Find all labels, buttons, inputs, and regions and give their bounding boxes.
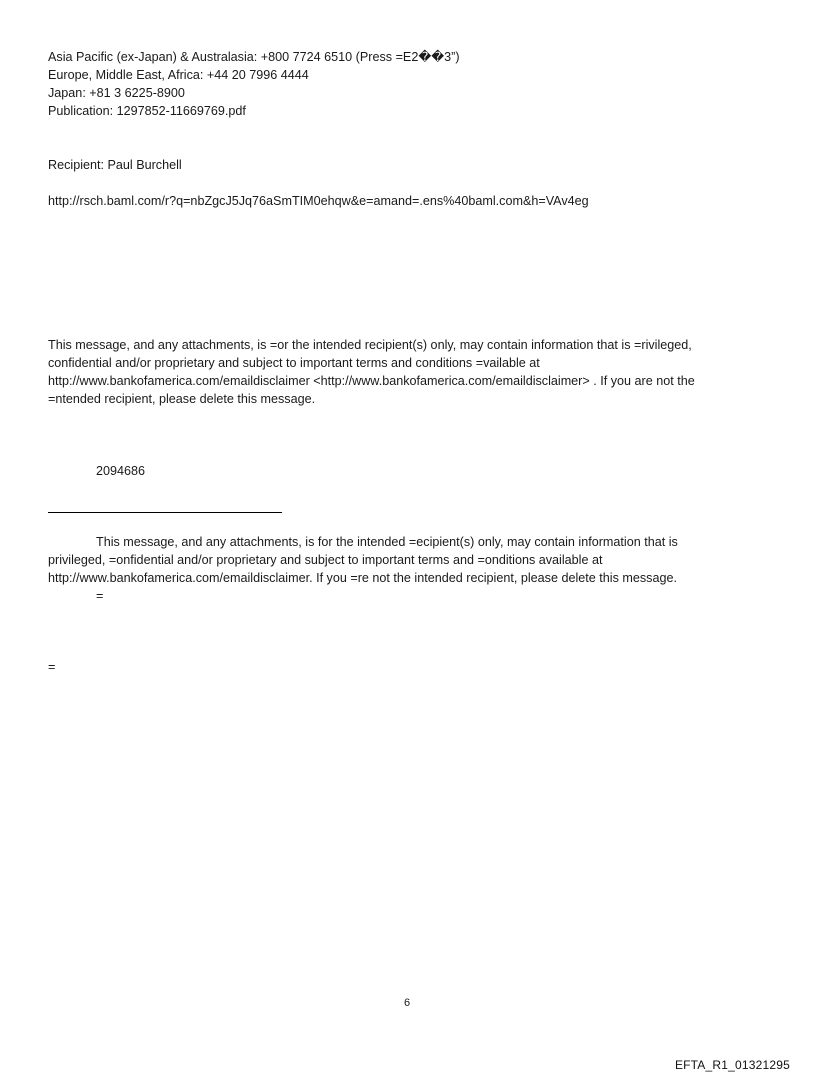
- disclaimer-1-line: confidential and/or proprietary and subject to important terms and conditions =vailable at: [48, 356, 540, 370]
- disclaimer-paragraph-1: [48, 336, 778, 408]
- research-link: http://rsch.baml.com/r?q=nbZgcJ5Jq76aSmTIM0ehqw&e=amand=.ens%40baml.com&h=VAv4eg: [48, 194, 589, 208]
- disclaimer-2-line: This message, and any attachments, is for the intended =ecipient(s) only, may contain information that is: [96, 535, 678, 549]
- disclaimer-1-line: This message, and any attachments, is =or the intended recipient(s) only, may contain information that is =rivileged,: [48, 338, 692, 352]
- contact-block: [48, 48, 460, 120]
- document-id: EFTA_R1_01321295: [674, 1058, 790, 1072]
- page-number: 6: [404, 997, 411, 1009]
- contact-line-emea: Europe, Middle East, Africa: +44 20 7996 4444: [48, 68, 309, 82]
- recipient-line: Recipient: Paul Burchell: [48, 158, 182, 172]
- stray-equals-2: =: [48, 660, 56, 674]
- disclaimer-2-line: privileged, =onfidential and/or proprietary and subject to important terms and =onditions available at: [48, 553, 603, 567]
- reference-code: 2094686: [96, 464, 146, 478]
- horizontal-rule: [48, 512, 282, 513]
- disclaimer-2-line: http://www.bankofamerica.com/emaildisclaimer. If you =re not the intended recipient, please delete this message.: [48, 571, 677, 585]
- contact-line-asia: Asia Pacific (ex-Japan) & Australasia: +800 7724 6510 (Press =E2��3”): [48, 50, 460, 64]
- publication-line: Publication: 1297852-11669769.pdf: [48, 104, 246, 118]
- disclaimer-1-line: http://www.bankofamerica.com/emaildisclaimer <http://www.bankofamerica.com/emaildisclaimer> . If you are not the: [48, 374, 695, 388]
- disclaimer-1-line: =ntended recipient, please delete this message.: [48, 392, 316, 406]
- disclaimer-paragraph-2: [48, 533, 678, 587]
- contact-line-japan: Japan: +81 3 6225-8900: [48, 86, 185, 100]
- stray-equals-1: =: [96, 589, 104, 603]
